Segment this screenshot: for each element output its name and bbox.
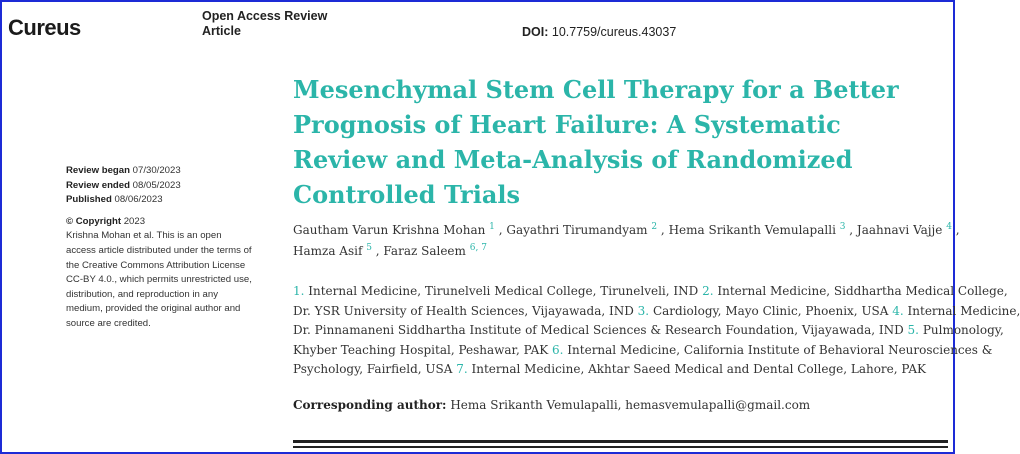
author-name: Hamza Asif	[293, 244, 363, 258]
published	[66, 193, 276, 208]
article-type-line2: Article	[202, 24, 241, 38]
author-separator: ,	[657, 223, 669, 237]
affiliation-number: 4.	[892, 303, 904, 318]
affiliation-text: Internal Medicine,	[903, 303, 1020, 318]
article-title: Mesenchymal Stem Cell Therapy for a Better Prognosis of Heart Failure: A Systematic Review and Meta-Analysis of Randomized Controlled Trials	[293, 75, 899, 209]
corresponding-author-value[interactable]: Hema Srikanth Vemulapalli, hemasvemulapalli@gmail.com	[450, 398, 811, 412]
affiliation-number: 7.	[456, 362, 468, 376]
corresponding-author	[293, 398, 810, 412]
review-ended-value: 08/05/2023	[132, 179, 181, 191]
author-separator: ,	[371, 244, 384, 258]
review-ended-label: Review ended	[66, 179, 130, 191]
corresponding-author-label: Corresponding author:	[293, 398, 447, 412]
copyright	[66, 215, 276, 230]
license-line: Krishna Mohan et al. This is an open	[66, 230, 222, 242]
author-name: Hema Srikanth Vemulapalli	[668, 223, 836, 237]
review-began-label: Review began	[66, 165, 130, 176]
affiliation-line	[293, 282, 1008, 302]
affiliation-line	[293, 360, 953, 380]
license-text	[66, 229, 276, 331]
author-affil-ref[interactable]: 1	[489, 222, 495, 232]
author-name: Jaahnavi Vajje	[856, 223, 943, 237]
license-line: access article distributed under the terms of	[66, 244, 252, 256]
affiliation-number: 5.	[907, 323, 919, 337]
author-affil-ref[interactable]: 2	[651, 222, 658, 232]
article-type	[202, 9, 327, 39]
author-name: Gautham Varun Krishna Mohan	[293, 223, 486, 237]
license-line: CC-BY 4.0., which permits unrestricted use,	[66, 274, 252, 286]
author-affil-ref[interactable]: 4	[946, 222, 952, 232]
doi-label: DOI:	[522, 25, 549, 39]
author-name: Gayathri Tirumandyam	[506, 223, 648, 237]
affiliation-line	[293, 302, 1020, 322]
author-separator: ,	[951, 223, 960, 237]
affiliation-text: Internal Medicine, Tirunelveli Medical College, Tirunelveli, IND	[304, 284, 703, 298]
affiliation-number: 1.	[293, 284, 305, 298]
doi-value[interactable]: 10.7759/cureus.43037	[551, 25, 677, 39]
copyright-label: © Copyright	[66, 215, 122, 227]
author-separator: ,	[494, 223, 507, 237]
affiliation-text: Cardiology, Mayo Clinic, Phoenix, USA	[649, 303, 893, 318]
published-label: Published	[66, 194, 112, 206]
affiliation-text: Internal Medicine, California Institute of Behavioral Neurosciences &	[563, 342, 993, 357]
review-began	[66, 164, 276, 179]
author-affil-ref[interactable]: 5	[366, 243, 372, 253]
license-line: the Creative Commons Attribution License	[66, 259, 246, 271]
license-line: medium, provided the original author and	[66, 303, 241, 315]
affiliations	[293, 282, 1020, 380]
affiliation-number: 2.	[702, 284, 714, 298]
affiliation-text: Pulmonology,	[919, 323, 1004, 337]
affiliation-number: 6.	[552, 342, 564, 357]
review-ended	[66, 179, 276, 194]
affiliation-text: Internal Medicine, Akhtar Saeed Medical and Dental College, Lahore, PAK	[467, 362, 926, 376]
affiliation-line	[293, 341, 993, 361]
sidebar-dates	[66, 164, 276, 332]
author-line	[293, 241, 953, 262]
author-list	[293, 220, 960, 262]
affiliation-number: 3.	[637, 303, 650, 318]
author-affil-ref[interactable]: 6, 7	[469, 243, 487, 253]
journal-logo: Cureus	[8, 15, 81, 40]
affiliation-text: Psychology, Fairfield, USA	[293, 362, 457, 376]
license-line: source are credited.	[66, 317, 151, 329]
author-separator: ,	[845, 223, 857, 237]
copyright-year: 2023	[123, 215, 146, 227]
author-name: Faraz Saleem	[383, 244, 466, 258]
review-began-value: 07/30/2023	[132, 165, 181, 176]
affiliation-line	[293, 321, 1004, 341]
affiliation-text: Dr. YSR University of Health Sciences, Vijayawada, IND	[293, 303, 638, 318]
doi	[522, 25, 676, 39]
affiliation-text: Khyber Teaching Hospital, Peshawar, PAK	[293, 342, 553, 357]
license-line: distribution, and reproduction in any	[66, 288, 218, 300]
divider-thick	[293, 440, 948, 443]
author-line	[293, 220, 960, 241]
author-affil-ref[interactable]: 3	[839, 222, 846, 232]
article-type-line1: Open Access Review	[202, 9, 328, 23]
divider-thin	[293, 446, 948, 448]
published-value: 08/06/2023	[114, 194, 163, 206]
affiliation-text: Internal Medicine, Siddhartha Medical College,	[713, 284, 1008, 298]
affiliation-text: Dr. Pinnamaneni Siddhartha Institute of Medical Sciences & Research Foundation, Vijayawada, IND	[293, 323, 908, 337]
